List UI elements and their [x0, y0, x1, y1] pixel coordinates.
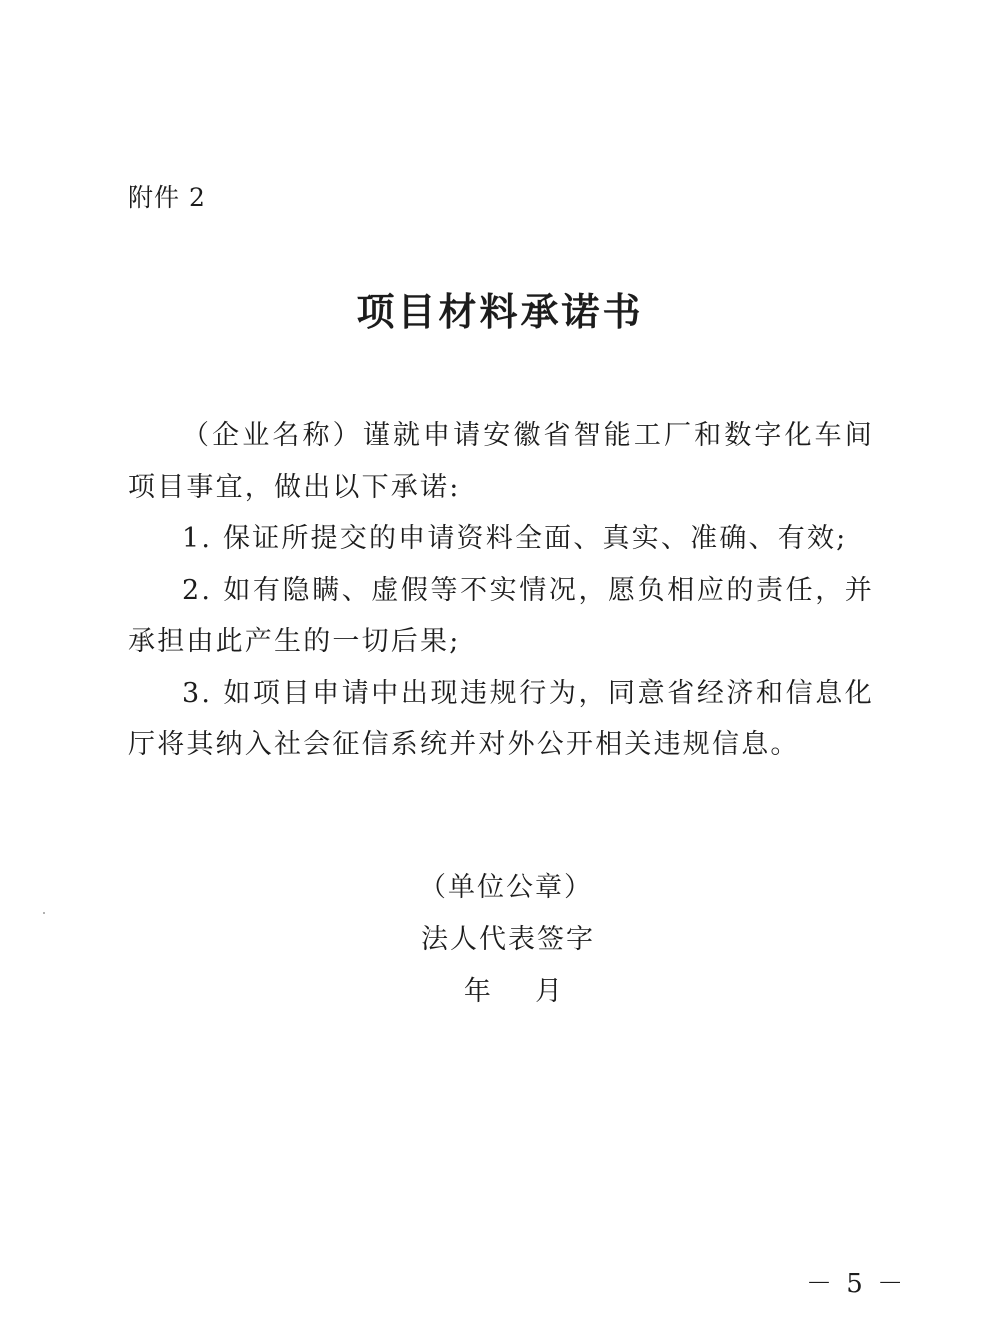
- document-title: 项目材料承诺书: [356, 289, 644, 334]
- commitment-body: [128, 410, 874, 771]
- legal-representative-signature-label: 法人代表签字: [421, 924, 595, 955]
- page-number: － 5 －: [806, 1269, 907, 1299]
- signature-date-label: 年 月: [463, 976, 565, 1007]
- scan-speck: [43, 912, 45, 914]
- attachment-label: 附件 2: [128, 183, 206, 212]
- commitment-item-1: 1. 保证所提交的申请资料全面、真实、准确、有效;: [182, 523, 848, 554]
- commitment-item-2: 2. 如有隐瞒、虚假等不实情况，愿负相应的责任，并承担由此产生的一切后果;: [128, 574, 874, 657]
- commitment-item-3: 3. 如项目申请中出现违规行为，同意省经济和信息化厅将其纳入社会征信系统并对外公开相关违规信息。: [128, 677, 874, 760]
- company-seal-label: （单位公章）: [419, 872, 593, 903]
- intro-paragraph: （企业名称）谨就申请安徽省智能工厂和数字化车间项目事宜，做出以下承诺:: [128, 420, 874, 503]
